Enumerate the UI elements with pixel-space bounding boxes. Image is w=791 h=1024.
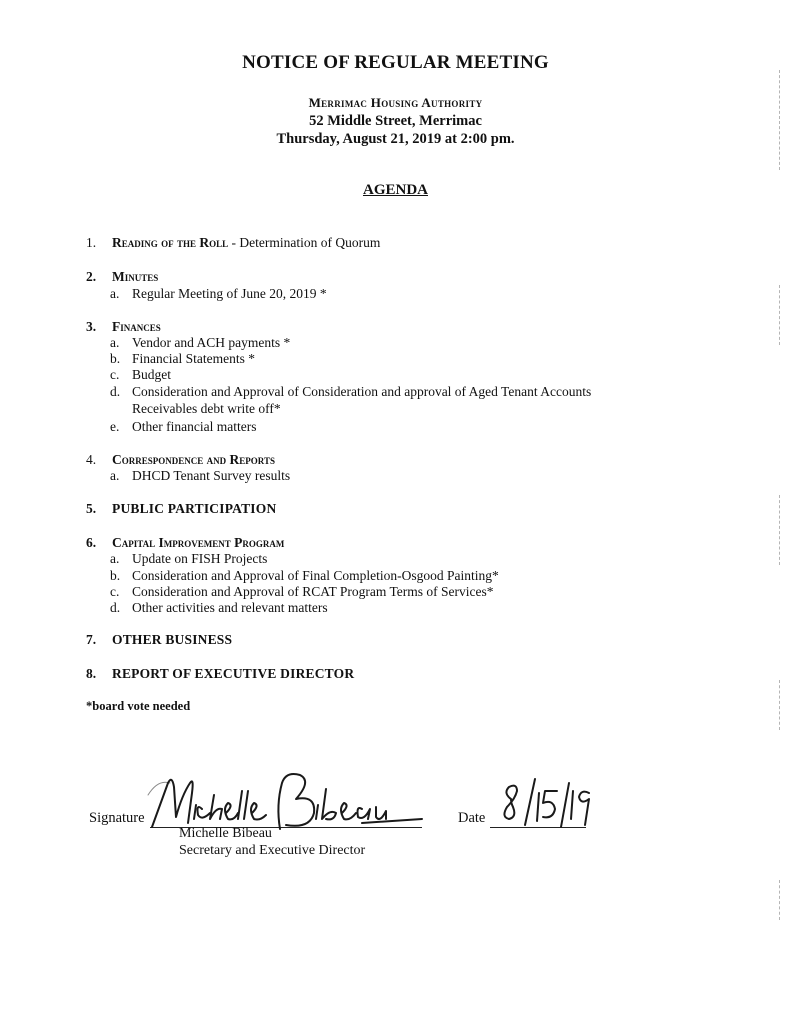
subitem-letter: d. [110,384,121,399]
agenda-item-2 [86,269,158,285]
item-title: Finances [112,319,161,334]
date-label: Date [458,810,486,826]
subitem-text: Consideration and Approval of Final Completion-Osgood Painting* [132,568,499,583]
scan-edge-mark [779,880,781,920]
subitem-text: DHCD Tenant Survey results [132,468,291,483]
subitem-letter: c. [110,367,120,382]
item-number: 7. [86,632,97,647]
item-number: 1. [86,235,97,250]
agenda-item-5 [86,501,276,517]
agenda-item-1 [86,235,380,251]
subitem-text: Vendor and ACH payments * [132,335,291,350]
subitem-text: Consideration and Approval of RCAT Program Terms of Services* [132,584,494,599]
subitem [110,468,290,484]
subitem-letter: b. [110,351,121,366]
subitem-text: Other financial matters [132,419,257,434]
subitem-text: Budget [132,367,171,382]
signature-label: Signature [89,810,145,826]
item-number: 2. [86,269,97,284]
subitem-text: Update on FISH Projects [132,551,268,566]
subitem-letter: b. [110,568,121,583]
item-number: 5. [86,501,97,516]
item-number: 8. [86,666,97,681]
subitem [110,335,290,351]
scan-edge-mark [779,680,781,730]
signatory-title: Secretary and Executive Director [179,843,366,858]
agenda-item-8 [86,666,354,682]
handwritten-date [495,775,595,835]
subitem [110,551,267,567]
subitem-letter: c. [110,584,120,599]
subitem [110,568,499,584]
item-title: PUBLIC PARTICIPATION [112,501,277,516]
item-title: Reading of the Roll [112,235,229,250]
subitem [110,384,591,400]
scan-edge-mark [779,495,781,565]
signatory-name: Michelle Bibeau [179,826,272,841]
item-number: 4. [86,452,97,467]
item-title: Minutes [112,269,159,284]
subitem [110,286,327,302]
board-vote-footnote: *board vote needed [86,699,191,713]
subitem-letter: d. [110,600,121,615]
subitem [110,419,256,435]
subitem-text: Financial Statements * [132,351,255,366]
subitem-letter: a. [110,335,120,350]
item-number: 3. [86,319,97,334]
subitem-letter: a. [110,286,120,301]
document-title: NOTICE OF REGULAR MEETING [242,52,549,73]
meeting-address: 52 Middle Street, Merrimac [309,113,482,129]
item-title: OTHER BUSINESS [112,632,233,647]
subitem-letter: a. [110,468,120,483]
agenda-heading: AGENDA [362,182,428,198]
item-title: Capital Improvement Program [112,535,285,550]
agenda-item-6 [86,535,284,551]
scan-edge-mark [779,70,781,170]
subitem-letter: a. [110,551,120,566]
item-title: REPORT OF EXECUTIVE DIRECTOR [112,666,355,681]
subitem [110,367,171,383]
subitem-text: Other activities and relevant matters [132,600,328,615]
agenda-item-7 [86,632,232,648]
subitem-text: Regular Meeting of June 20, 2019 * [132,286,327,301]
item-suffix: - Determination of Quorum [228,235,381,250]
subitem [110,351,255,367]
subitem-letter: e. [110,419,120,434]
agenda-item-3 [86,319,161,335]
scan-edge-mark [779,285,781,345]
agenda-item-4 [86,452,275,468]
meeting-datetime: Thursday, August 21, 2019 at 2:00 pm. [276,131,515,147]
item-title: Correspondence and Reports [112,452,275,467]
item-number: 6. [86,535,97,550]
subitem-continuation: Receivables debt write off* [132,401,281,416]
handwritten-signature [130,765,430,840]
organization-name: Merrimac Housing Authority [308,95,483,110]
subitem [110,584,494,600]
subitem [110,600,328,616]
subitem-text: Consideration and Approval of Consideration and approval of Aged Tenant Accounts [132,384,592,399]
